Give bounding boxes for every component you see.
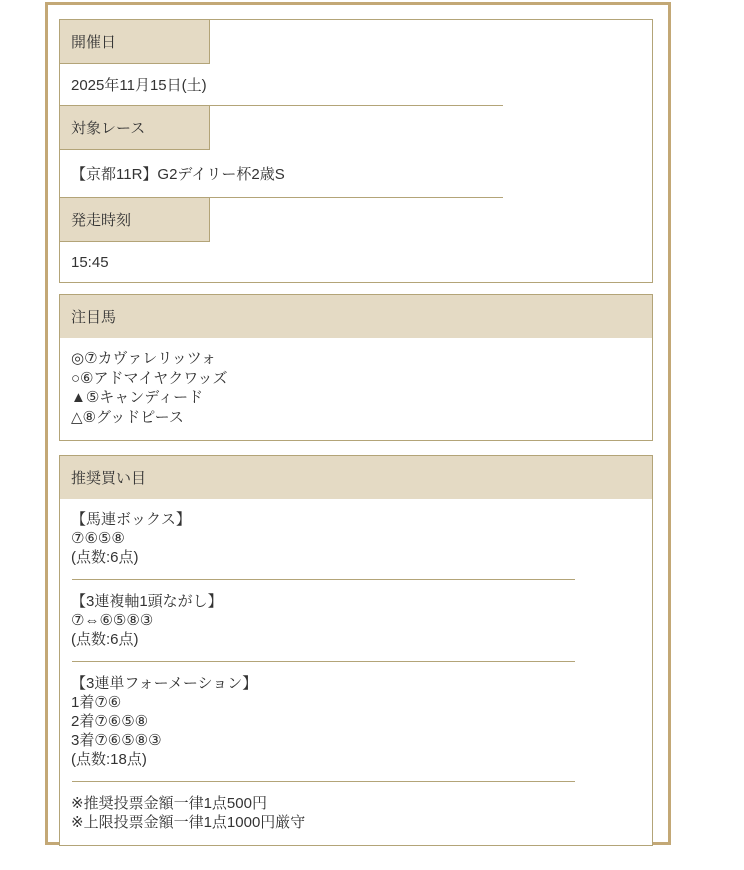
recommend-section-title: 推奨買い目 xyxy=(60,456,652,499)
attention-horses-section xyxy=(59,294,653,441)
bet-type-label: 【3連単フォーメーション】 xyxy=(71,675,258,692)
race-info-value-date: 2025年11月15日(土) xyxy=(60,64,503,106)
bet-block-sanrenpuku-nagashi xyxy=(71,592,641,649)
race-info-table xyxy=(59,19,653,283)
bet-point-count: (点数:6点) xyxy=(71,549,139,566)
divider xyxy=(72,661,575,662)
outer-frame xyxy=(45,2,671,845)
bet-type-label: 【3連複軸1頭ながし】 xyxy=(71,593,223,610)
race-info-header-row xyxy=(60,20,652,64)
divider xyxy=(72,579,575,580)
note-max-amount: ※上限投票金額一律1点1000円厳守 xyxy=(71,814,306,831)
bet-block-umaren-box xyxy=(71,510,641,567)
race-info-label: 発走時刻 xyxy=(60,198,210,242)
race-info-label: 対象レース xyxy=(60,106,210,150)
bet-point-count: (点数:6点) xyxy=(71,631,139,648)
recommended-bets-section xyxy=(59,455,653,846)
horse-list-item: ◎⑦カヴァレリッツォ xyxy=(71,350,217,367)
race-info-value-time: 15:45 xyxy=(71,253,109,271)
betting-notes xyxy=(71,794,641,832)
bet-block-sanrentan-formation xyxy=(71,674,641,769)
race-info-header-row xyxy=(60,198,652,242)
divider xyxy=(72,781,575,782)
bet-numbers: ⑦⇔⑥⑤⑧③ xyxy=(71,612,154,629)
note-recommended-amount: ※推奨投票金額一律1点500円 xyxy=(71,795,267,812)
recommend-body xyxy=(60,499,652,845)
horse-list-item: △⑧グッドピース xyxy=(71,408,184,426)
bet-type-label: 【馬連ボックス】 xyxy=(71,511,191,528)
bet-point-count: (点数:18点) xyxy=(71,751,147,768)
horse-list xyxy=(60,338,652,440)
bet-numbers-2nd: 2着⑦⑥⑤⑧ xyxy=(71,713,149,730)
attention-section-title: 注目馬 xyxy=(60,295,652,338)
race-info-value-race: 【京都11R】G2デイリー杯2歳S xyxy=(60,150,503,198)
bet-numbers-3rd: 3着⑦⑥⑤⑧③ xyxy=(71,732,162,749)
bet-numbers: ⑦⑥⑤⑧ xyxy=(71,530,125,547)
horse-list-item: ▲⑤キャンディード xyxy=(71,389,204,406)
race-info-header-row xyxy=(60,106,652,150)
horse-list-item: ○⑥アドマイヤクワッズ xyxy=(71,369,228,387)
bet-numbers-1st: 1着⑦⑥ xyxy=(71,694,122,711)
race-info-label: 開催日 xyxy=(60,20,210,64)
